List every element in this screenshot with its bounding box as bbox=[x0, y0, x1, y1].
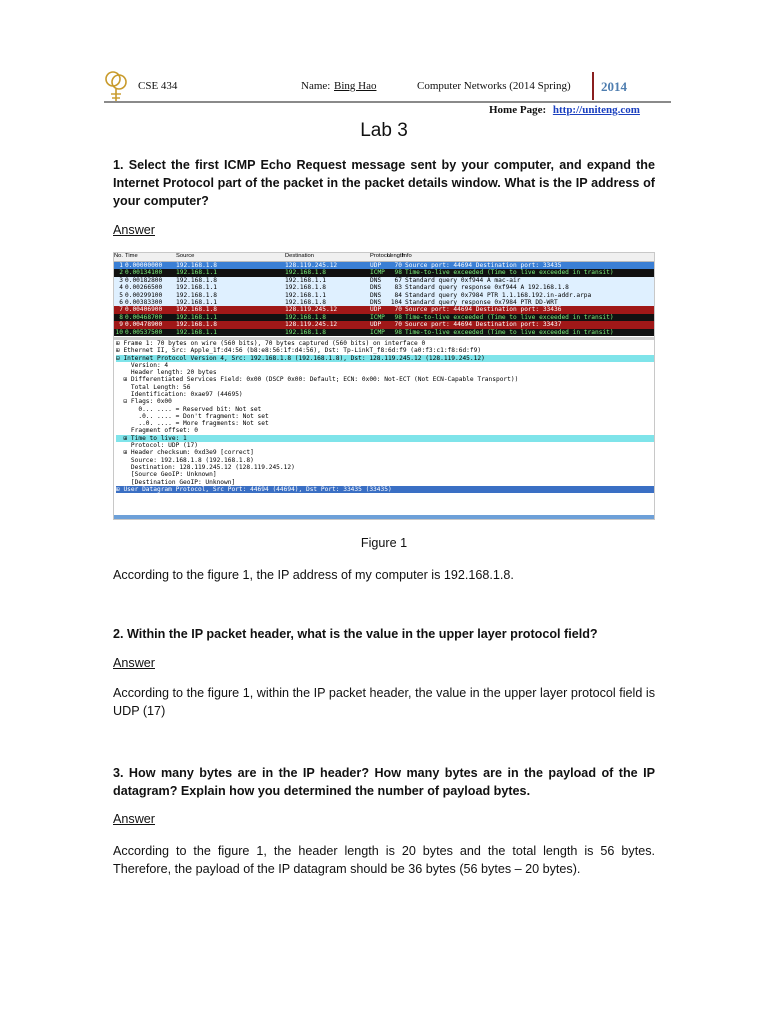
detail-line[interactable]: [Destination GeoIP: Unknown] bbox=[116, 478, 236, 486]
packet-length: 98 bbox=[394, 269, 402, 277]
packet-destination: 128.119.245.12 bbox=[285, 262, 338, 270]
detail-line[interactable]: ⊞ Differentiated Services Field: 0x00 (DSCP 0x00: Default; ECN: 0x00: Not-ECT (Not ECN-Capable Transport)) bbox=[116, 376, 519, 384]
packet-info: Source port: 44694 Destination port: 33436 bbox=[405, 306, 562, 314]
packet-length: 98 bbox=[394, 328, 402, 336]
packet-time: 0.00000000 bbox=[125, 262, 163, 270]
name-label: Name: bbox=[301, 80, 331, 92]
detail-line[interactable]: 0... .... = Reserved bit: Not set bbox=[116, 405, 262, 413]
packet-destination: 128.119.245.12 bbox=[285, 321, 338, 329]
packet-row[interactable] bbox=[114, 321, 654, 328]
packet-time: 0.00299100 bbox=[125, 291, 163, 299]
packet-protocol: DNS bbox=[370, 276, 382, 284]
packet-info: Standard query response 0x7984 PTR DD-WRT bbox=[405, 299, 558, 306]
packet-time: 0.00537500 bbox=[125, 328, 163, 336]
packet-info: Time-to-live exceeded (Time to live exceeded in transit) bbox=[405, 313, 614, 321]
class-title: Computer Networks (2014 Spring) bbox=[417, 80, 571, 92]
packet-no: 9 bbox=[119, 321, 123, 329]
packet-length: 70 bbox=[394, 262, 402, 270]
column-header-time: Time bbox=[125, 253, 138, 260]
packet-no: 1 bbox=[119, 262, 123, 270]
packet-destination: 192.168.1.8 bbox=[285, 269, 326, 277]
packet-info: Standard query 0x7984 PTR 1.1.168.192.in-addr.arpa bbox=[405, 291, 592, 299]
packet-no: 7 bbox=[119, 306, 123, 314]
packet-time: 0.00182800 bbox=[125, 276, 163, 284]
packet-row[interactable] bbox=[114, 306, 654, 313]
packet-length: 70 bbox=[394, 306, 402, 314]
column-header-info: Info bbox=[402, 253, 412, 260]
packet-no: 2 bbox=[119, 269, 123, 277]
homepage-line bbox=[489, 104, 640, 116]
packet-destination: 128.119.245.12 bbox=[285, 306, 338, 314]
packet-source: 192.168.1.1 bbox=[176, 328, 217, 336]
detail-line[interactable]: Source: 192.168.1.8 (192.168.1.8) bbox=[116, 456, 254, 464]
packet-list bbox=[114, 262, 654, 336]
detail-line[interactable]: [Source GeoIP: Unknown] bbox=[116, 471, 217, 479]
packet-time: 0.00266500 bbox=[125, 284, 163, 292]
packet-destination: 192.168.1.1 bbox=[285, 291, 326, 299]
question-1: 1. Select the first ICMP Echo Request message sent by your computer, and expand the Internet Protocol part of the packet in the packet details window. What is the IP address of your computer? bbox=[113, 158, 655, 208]
packet-no: 5 bbox=[119, 291, 123, 299]
student-name: Bing Hao bbox=[334, 80, 377, 92]
course-code: CSE 434 bbox=[138, 80, 178, 92]
column-header-source: Source bbox=[176, 253, 195, 260]
packet-protocol: UDP bbox=[370, 262, 382, 270]
detail-line[interactable]: ⊟ Internet Protocol Version 4, Src: 192.168.1.8 (192.168.1.8), Dst: 128.119.245.12 (128.119.245.12) bbox=[116, 355, 654, 362]
packet-info: Standard query response 0xf944 A 192.168.1.8 bbox=[405, 284, 569, 292]
packet-info: Standard query 0xf944 A mac-air bbox=[405, 276, 521, 284]
column-header-length: Length bbox=[387, 253, 405, 260]
packet-destination: 192.168.1.8 bbox=[285, 284, 326, 292]
header-year: 2014 bbox=[601, 79, 627, 94]
packet-time: 0.00383300 bbox=[125, 299, 163, 306]
packet-row[interactable] bbox=[114, 299, 654, 306]
detail-line[interactable]: Protocol: UDP (17) bbox=[116, 442, 198, 450]
detail-line[interactable]: Header length: 20 bytes bbox=[116, 369, 217, 377]
detail-line[interactable]: ⊞ Ethernet II, Src: Apple_1f:d4:56 (b8:e8:56:1f:d4:56), Dst: Tp-LinkT_f8:6d:f9 (a0:f3:c1:f8:6d:f9) bbox=[116, 347, 482, 355]
detail-line[interactable]: ⊞ User Datagram Protocol, Src Port: 44694 (44694), Dst Port: 33435 (33435) bbox=[116, 486, 654, 493]
answer-3-text: According to the figure 1, the header length is 20 bytes and the total length is 56 bytes. Therefore, the payload of the IP datagram should be 36 bytes (56 bytes – 20 bytes). bbox=[113, 844, 655, 876]
header-rule bbox=[104, 101, 671, 103]
packet-row[interactable] bbox=[114, 269, 654, 276]
packet-row[interactable] bbox=[114, 277, 654, 284]
packet-time: 0.00134100 bbox=[125, 269, 163, 277]
packet-source: 192.168.1.1 bbox=[176, 299, 217, 306]
packet-protocol: ICMP bbox=[370, 313, 385, 321]
packet-destination: 192.168.1.8 bbox=[285, 328, 326, 336]
answer-1-label: Answer bbox=[113, 223, 155, 237]
packet-source: 192.168.1.1 bbox=[176, 269, 217, 277]
column-header-no: No. bbox=[114, 253, 124, 260]
packet-protocol: ICMP bbox=[370, 328, 385, 336]
wireshark-screenshot bbox=[113, 252, 655, 520]
packet-no: 6 bbox=[119, 299, 123, 306]
packet-protocol: UDP bbox=[370, 321, 382, 329]
packet-protocol: UDP bbox=[370, 306, 382, 314]
packet-row[interactable] bbox=[114, 329, 654, 336]
header-divider bbox=[592, 72, 594, 100]
figure-caption: Figure 1 bbox=[360, 536, 408, 550]
packet-row[interactable] bbox=[114, 262, 654, 269]
packet-protocol: DNS bbox=[370, 291, 382, 299]
column-header-destination: Destination bbox=[285, 253, 315, 260]
packet-source: 192.168.1.8 bbox=[176, 321, 217, 329]
detail-line[interactable]: ⊟ Flags: 0x00 bbox=[116, 398, 172, 406]
detail-line[interactable]: Fragment offset: 0 bbox=[116, 427, 198, 435]
detail-line[interactable]: .0.. .... = Don't fragment: Not set bbox=[116, 412, 269, 420]
packet-info: Time-to-live exceeded (Time to live exceeded in transit) bbox=[405, 269, 614, 277]
packet-source: 192.168.1.1 bbox=[176, 313, 217, 321]
packet-row[interactable] bbox=[114, 292, 654, 299]
packet-length: 67 bbox=[394, 276, 402, 284]
packet-row[interactable] bbox=[114, 284, 654, 291]
university-logo-icon bbox=[104, 70, 130, 104]
packet-length: 83 bbox=[394, 284, 402, 292]
packet-row[interactable] bbox=[114, 314, 654, 321]
packet-protocol: DNS bbox=[370, 299, 382, 306]
detail-line[interactable]: ⊞ Time to live: 1 bbox=[116, 435, 654, 442]
detail-line[interactable]: Identification: 0xae97 (44695) bbox=[116, 390, 243, 398]
packet-length: 98 bbox=[394, 313, 402, 321]
answer-3-label: Answer bbox=[113, 812, 155, 826]
question-2: 2. Within the IP packet header, what is the value in the upper layer protocol field? bbox=[113, 627, 598, 641]
answer-1-text: According to the figure 1, the IP address of my computer is 192.168.1.8. bbox=[113, 568, 514, 582]
packet-info: Source port: 44694 Destination port: 33437 bbox=[405, 321, 562, 329]
packet-destination: 192.168.1.8 bbox=[285, 313, 326, 321]
packet-protocol: DNS bbox=[370, 284, 382, 292]
packet-source: 192.168.1.8 bbox=[176, 262, 217, 270]
column-header-protocol: Protocol bbox=[370, 253, 392, 260]
details-selection-bar bbox=[114, 515, 654, 519]
answer-2-label: Answer bbox=[113, 656, 155, 670]
packet-source: 192.168.1.8 bbox=[176, 276, 217, 284]
packet-length: 84 bbox=[394, 291, 402, 299]
packet-no: 3 bbox=[119, 276, 123, 284]
packet-info: Time-to-live exceeded (Time to live exceeded in transit) bbox=[405, 328, 614, 336]
packet-no: 4 bbox=[119, 284, 123, 292]
packet-protocol: ICMP bbox=[370, 269, 385, 277]
detail-line[interactable]: Total Length: 56 bbox=[116, 383, 191, 391]
homepage-label: Home Page: bbox=[489, 104, 547, 116]
question-3: 3. How many bytes are in the IP header? How many bytes are in the payload of the IP datagram? Explain how you determined the number of payload bytes. bbox=[113, 766, 655, 798]
packet-time: 0.00468700 bbox=[125, 313, 163, 321]
packet-list-header bbox=[114, 253, 654, 262]
homepage-link[interactable]: http://uniteng.com bbox=[552, 104, 640, 116]
detail-line[interactable]: Destination: 128.119.245.12 (128.119.245.12) bbox=[116, 463, 295, 471]
detail-line[interactable]: ⊞ Header checksum: 0xd3e9 [correct] bbox=[116, 449, 254, 457]
detail-line[interactable]: ..0. .... = More fragments: Not set bbox=[116, 420, 269, 428]
packet-time: 0.00406900 bbox=[125, 306, 163, 314]
packet-no: 10 bbox=[115, 328, 123, 336]
answer-2-text: According to the figure 1, within the IP packet header, the value in the upper layer protocol field is UDP (17) bbox=[113, 686, 655, 718]
page-title: Lab 3 bbox=[360, 120, 408, 141]
packet-destination: 192.168.1.1 bbox=[285, 276, 326, 284]
packet-length: 70 bbox=[394, 321, 402, 329]
packet-source: 192.168.1.1 bbox=[176, 284, 217, 292]
detail-line[interactable]: ⊞ Frame 1: 70 bytes on wire (560 bits), 70 bytes captured (560 bits) on interface 0 bbox=[116, 339, 426, 347]
detail-line[interactable]: Version: 4 bbox=[116, 361, 169, 369]
packet-destination: 192.168.1.8 bbox=[285, 299, 326, 306]
packet-no: 8 bbox=[119, 313, 123, 321]
packet-details bbox=[114, 340, 654, 493]
packet-info: Source port: 44694 Destination port: 33435 bbox=[405, 262, 562, 270]
packet-time: 0.00478900 bbox=[125, 321, 163, 329]
packet-source: 192.168.1.8 bbox=[176, 306, 217, 314]
packet-source: 192.168.1.8 bbox=[176, 291, 217, 299]
packet-length: 104 bbox=[390, 299, 402, 306]
